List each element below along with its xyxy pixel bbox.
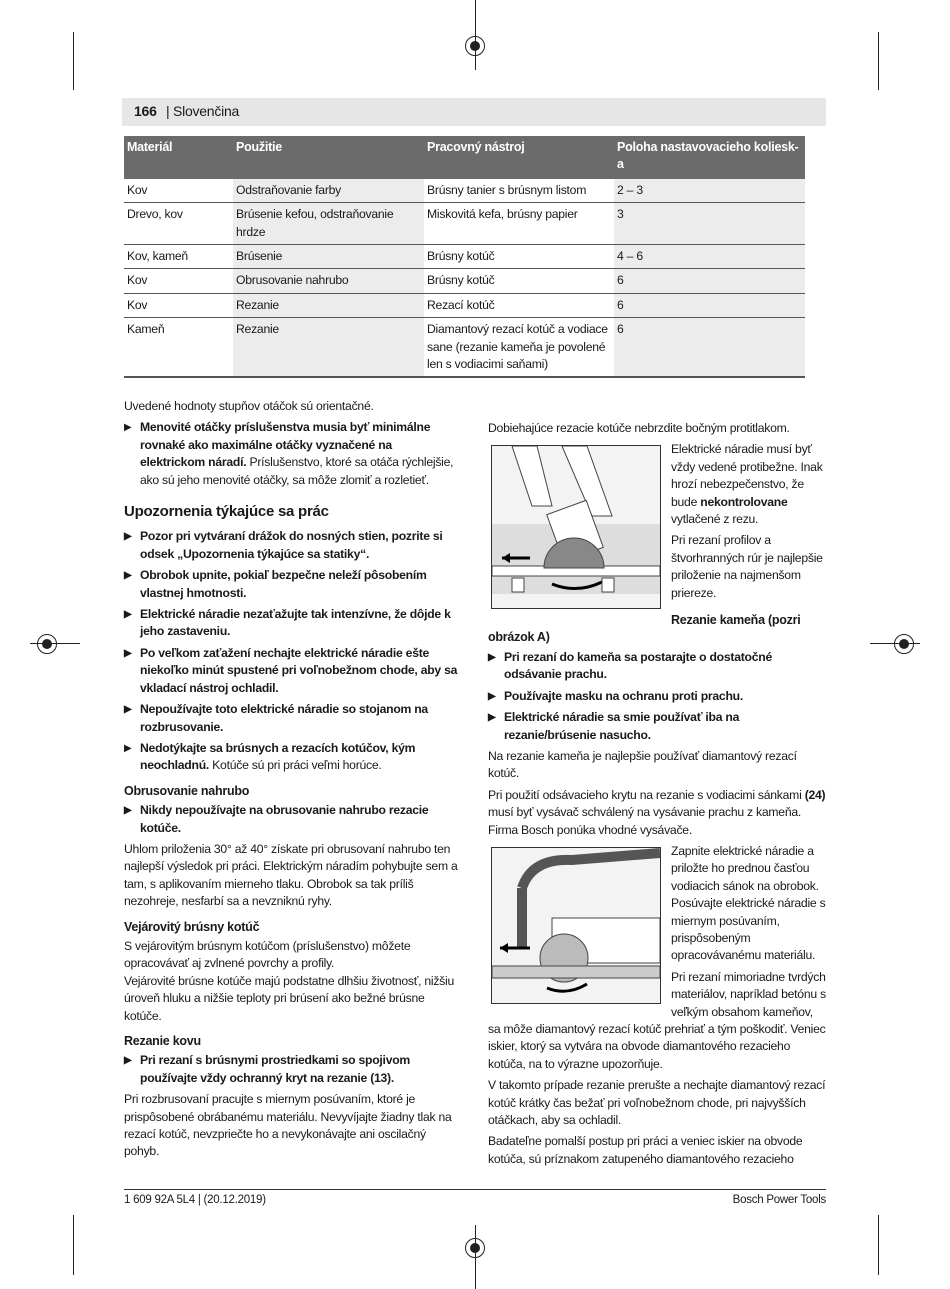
table-cell: 4 – 6 — [614, 245, 805, 269]
warning-bold: Menovité otáčky príslušenstva musia byť minimálne rovnaké ako maximálne otáčky vyznačené na elektrickom náradí. — [140, 420, 431, 470]
registration-mark-icon — [894, 634, 914, 654]
warning-item: ▶ Po veľkom zaťažení nechajte elektrické náradie ešte niekoľko minút spustené pri voľnobežnom chode, aby sa vkladací nástroj ochladil. — [124, 645, 460, 697]
table-cell: Rezací kotúč — [424, 293, 614, 317]
text: musí byť vysávač schválený na vysávanie prachu z kameňa. Firma Bosch ponúka vhodné vysávače. — [488, 805, 802, 837]
table-cell: Odstraňovanie farby — [233, 179, 424, 203]
warning-item: ▶ Elektrické náradie nezaťažujte tak intenzívne, že dôjde k jeho zastaveniu. — [124, 606, 460, 641]
warning-text: Príslušenstvo, ktoré sa otáča rýchlejšie, ako sú jeho menovité otáčky, sa môže zlomiť a rozletieť. — [140, 455, 454, 487]
table-cell: Brúsenie kefou, odstraňovanie hrdze — [233, 203, 424, 245]
paragraph: Pri rezaní profilov a štvorhranných rúr je najlepšie priloženie na najmenšom priereze. — [671, 533, 823, 600]
text-bold: (24) — [804, 787, 826, 802]
paragraph: Vejárovité brúsne kotúče majú podstatne dlhšiu životnosť, nižšiu úroveň hluku a nižšie teploty pri brúsení ako bežné brúsne kotúče. — [124, 973, 455, 1023]
left-column — [124, 398, 460, 1165]
paragraph: Uhlom priloženia 30° až 40° získate pri obrusovaní nahrubo ten najlepší výsledok pri práci. Elektrickým náradím pohybujte sem a tam, s aplikovaním mierneho tlaku. Obrobok sa tak príliš nezohreje, nesfarbí sa a nevzniknú ryhy. — [124, 841, 458, 909]
table-row — [124, 203, 805, 245]
paragraph: Na rezanie kameňa je najlepšie používať diamantový rezací kotúč. — [488, 748, 797, 781]
column-header: Poloha nastavovacieho kolieska — [614, 136, 805, 179]
warning-bold: Nedotýkajte sa brúsnych a rezacích kotúčov, kým neochladnú. — [140, 740, 416, 773]
table-cell: 6 — [614, 269, 805, 293]
paragraph: Pri rozbrusovaní pracujte s miernym posúvaním, ktoré je prispôsobené obrábanému materiálu. Nevyvíjajte žiadny tlak na rezací kotúč, nevzpriečte ho a nevykonávajte ani oscilačný pohyb. — [124, 1092, 452, 1159]
table-cell: Rezanie — [233, 318, 424, 378]
subheading: Rezanie kovu — [124, 1034, 201, 1048]
warning-text: Kotúče sú pri práci veľmi horúce. — [209, 758, 382, 773]
page-header — [122, 98, 826, 126]
table-row — [124, 245, 805, 269]
table-row — [124, 293, 805, 317]
warning-item: ▶ Pozor pri vytváraní drážok do nosných stien, pozrite si odsek „Upozornenia týkajúce sa statiky“. — [124, 528, 460, 563]
table-cell: Diamantový rezací kotúč a vodiace sane (rezanie kameňa je povolené len s vodiacimi saňami) — [424, 318, 614, 378]
warning-item: ▶ Pri rezaní s brúsnymi prostriedkami so spojivom používajte vždy ochranný kryt na rezanie (13). — [124, 1052, 460, 1087]
crop-mark — [475, 0, 476, 70]
page-footer — [124, 1189, 826, 1209]
warning-item: ▶ Obrobok upnite, pokiaľ bezpečne neleží pôsobením vlastnej hmotnosti. — [124, 567, 460, 602]
warning-item — [124, 419, 460, 489]
brand-label: Bosch Power Tools — [732, 1194, 826, 1206]
right-column — [488, 420, 826, 1172]
illustration-cutting-profile — [491, 445, 661, 609]
warning-item: ▶ Nepoužívajte toto elektrické náradie so stojanom na rozbrusovanie. — [124, 701, 460, 736]
table-cell: 6 — [614, 293, 805, 317]
table-cell: 6 — [614, 318, 805, 378]
language: Slovenčina — [173, 103, 240, 119]
table-cell: Obrusovanie nahrubo — [233, 269, 424, 293]
text: Elektrické náradie musí byť vždy vedené protibežne. Inak hrozí nebezpečenstvo, že bude — [671, 442, 823, 509]
subheading: Vejárovitý brúsny kotúč — [124, 919, 260, 934]
table-row — [124, 318, 805, 378]
table-cell: Brúsny kotúč — [424, 245, 614, 269]
crop-mark — [878, 32, 879, 90]
subheading: Rezanie kameňa (pozri obrázok A) — [488, 613, 801, 645]
crop-mark — [878, 1215, 879, 1275]
subheading: Obrusovanie nahrubo — [124, 783, 250, 798]
table-row — [124, 179, 805, 203]
table-cell: Brúsny tanier s brúsnym listom — [424, 179, 614, 203]
table-cell: Brúsenie — [233, 245, 424, 269]
illustration-cutting-stone — [491, 847, 661, 1004]
language-label: | Slovenčina — [166, 103, 240, 119]
table-cell: Kov — [124, 179, 233, 203]
column-header: Materiál — [124, 136, 233, 179]
page-number: 166 — [134, 103, 157, 119]
table-cell: Rezanie — [233, 293, 424, 317]
table-row — [124, 269, 805, 293]
paragraph: Badateľne pomalší postup pri práci a veniec iskier na obvode kotúča, sú príznakom zatupeného diamantového rezacieho — [488, 1134, 803, 1166]
table-cell: Brúsny kotúč — [424, 269, 614, 293]
table-cell: 2 – 3 — [614, 179, 805, 203]
paragraph: Pri rezaní mimoriadne tvrdých materiálov, napríklad betónu s veľkým obsahom kameňov, sa môže diamantový rezací kotúč prehriať a tým poškodiť. Veniec iskier, ktorý sa vytvára na obvode diamantového rezacieho kotúča, na to výrazne upozorňuje. — [488, 969, 826, 1071]
table-cell: Drevo, kov — [124, 203, 233, 245]
warning-item: ▶ Elektrické náradie sa smie používať iba na rezanie/brúsenie nasucho. — [488, 709, 826, 744]
document-number: 1 609 92A 5L4 | (20.12.2019) — [124, 1194, 266, 1206]
registration-mark-icon — [465, 1238, 485, 1258]
text-bold: nekontrolovane — [700, 494, 788, 509]
table-cell: 3 — [614, 203, 805, 245]
crop-mark — [73, 1215, 74, 1275]
warning-item — [124, 740, 460, 775]
table-cell: Kov — [124, 293, 233, 317]
warning-item: ▶ Pri rezaní do kameňa sa postarajte o dostatočné odsávanie prachu. — [488, 649, 826, 684]
table-cell: Kameň — [124, 318, 233, 378]
registration-mark-icon — [465, 36, 485, 56]
speed-settings-table — [124, 136, 805, 378]
table-cell: Miskovitá kefa, brúsny papier — [424, 203, 614, 245]
warning-item: ▶ Nikdy nepoužívajte na obrusovanie nahrubo rezacie kotúče. — [124, 802, 460, 837]
text: vytlačené z rezu. — [671, 512, 759, 527]
column-header: Pracovný nástroj — [424, 136, 614, 179]
text: Pri použití odsávacieho krytu na rezanie s vodiacimi sánkami — [488, 787, 805, 802]
paragraph: S vejárovitým brúsnym kotúčom (príslušenstvo) môžete opracovávať aj zvlnené povrchy a profily. — [124, 938, 411, 971]
table-cell: Kov — [124, 269, 233, 293]
crop-mark — [73, 32, 74, 90]
paragraph: Dobiehajúce rezacie kotúče nebrzdite bočným protitlakom. — [488, 421, 790, 435]
column-header: Použitie — [233, 136, 424, 179]
note: Uvedené hodnoty stupňov otáčok sú orientačné. — [124, 399, 374, 413]
warning-item: ▶ Používajte masku na ochranu proti prachu. — [488, 688, 826, 705]
paragraph: V takomto prípade rezanie prerušte a nechajte diamantový rezací kotúč krátky čas bežať pri voľnobežnom chode, pri najvyšších otáčkach, aby sa ochladil. — [488, 1078, 826, 1128]
section-heading: Upozornenia týkajúce sa prác — [124, 503, 329, 521]
paragraph: Zapnite elektrické náradie a priložte ho prednou časťou vodiacich sánok na obrobok. Posúvajte elektrické náradie s miernym posúvaním, prispôsobeným opracovávanému materiálu. — [671, 843, 826, 963]
table-cell: Kov, kameň — [124, 245, 233, 269]
registration-mark-icon — [37, 634, 57, 654]
paragraph — [488, 787, 826, 839]
